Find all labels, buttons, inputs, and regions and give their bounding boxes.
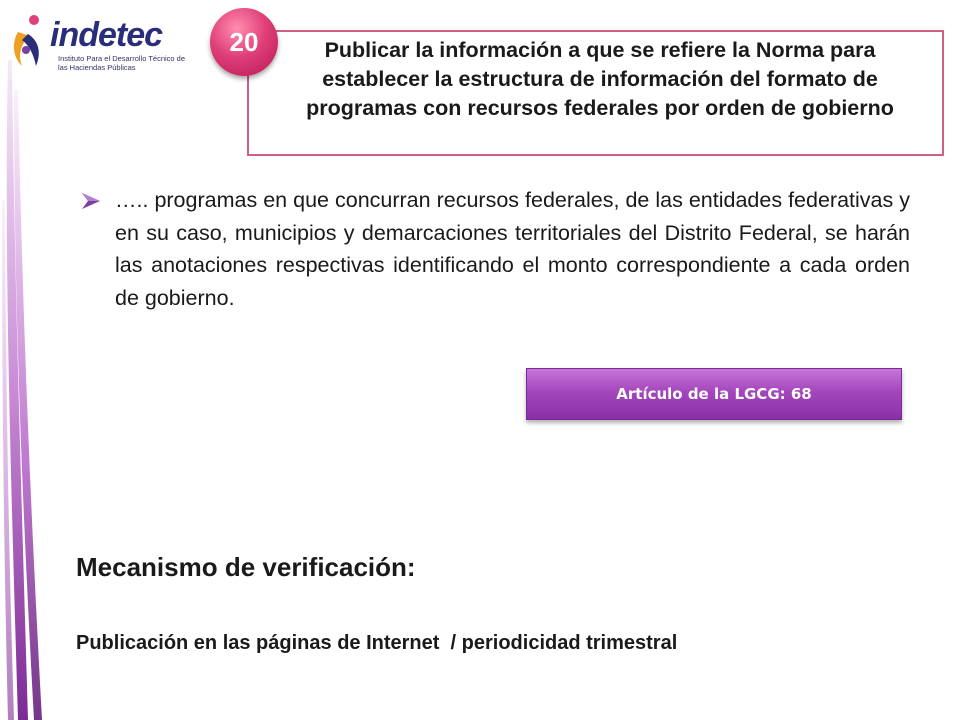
bullet-arrow-icon	[80, 192, 104, 210]
page-title: Publicar la información a que se refiere la Norma para establecer la estructura de información del formato de programas con recursos federales por orden de gobierno	[306, 38, 894, 120]
article-reference-button[interactable]: Artículo de la LGCG: 68	[526, 368, 902, 420]
indetec-logo	[8, 8, 186, 74]
logo-name: indetec	[50, 16, 163, 54]
left-decorative-stripes	[0, 0, 60, 720]
verification-heading: Mecanismo de verificación:	[76, 552, 416, 582]
body-paragraph: ….. programas en que concurran recursos federales, de las entidades federativas y en su caso, municipios y demarcaciones territoriales del Distrito Federal, se harán las anotaciones respectivas identificando el monto correspondiente a cada orden de gobierno.	[115, 188, 910, 310]
logo-emblem-icon	[8, 12, 48, 72]
slide-number-badge: 20	[210, 8, 278, 76]
verification-text: Publicación en las páginas de Internet / periodicidad trimestral	[76, 632, 678, 654]
logo-subtitle: Instituto Para el Desarrollo Técnico de las Haciendas Públicas	[58, 54, 186, 72]
